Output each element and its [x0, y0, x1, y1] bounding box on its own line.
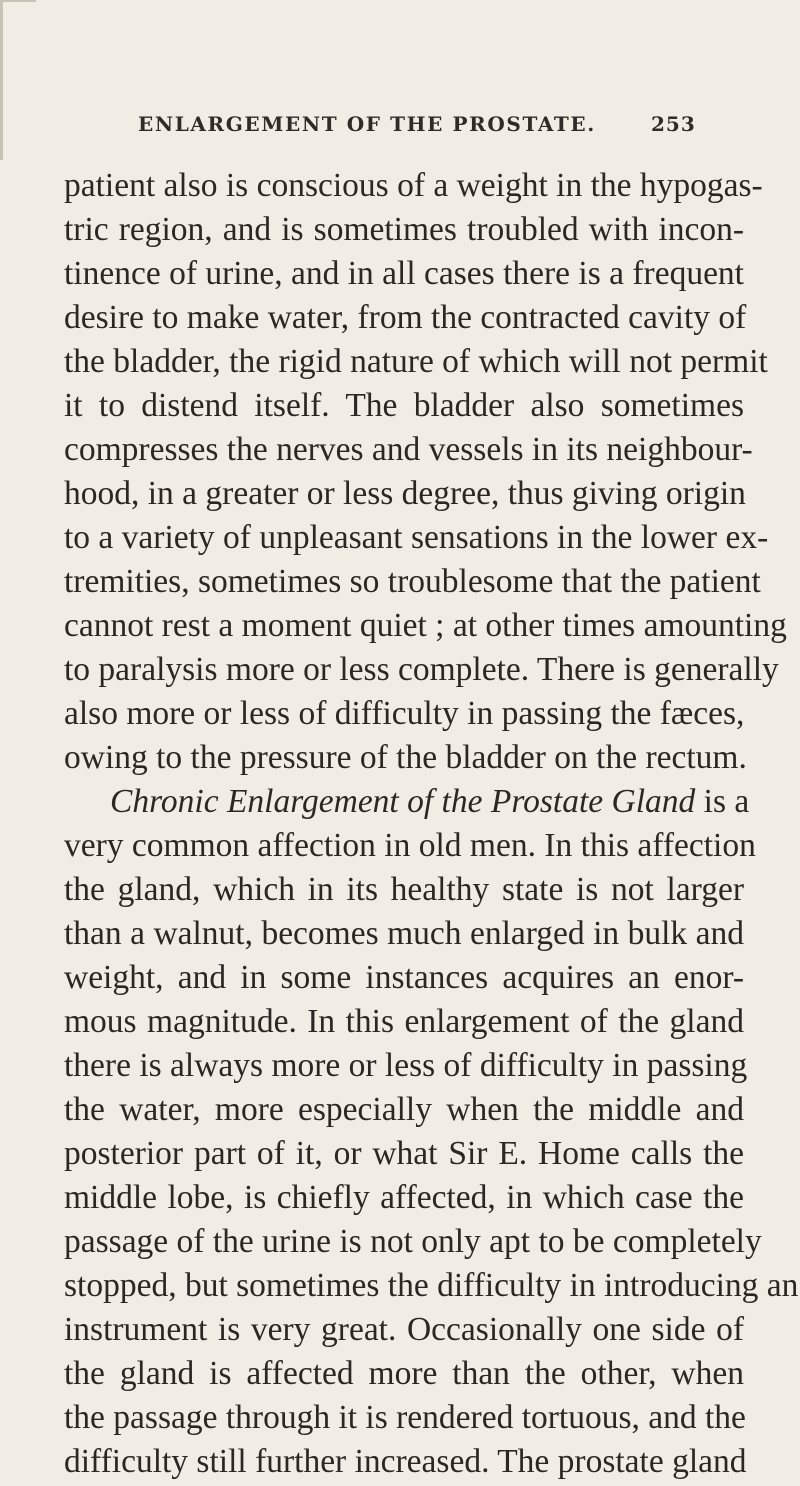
text-line: the bladder, the rigid nature of which will not permit — [64, 343, 768, 380]
text-line: tinence of urine, and in all cases there is a frequent — [64, 255, 744, 292]
text-line: the water, more especially when the middle and — [64, 1091, 744, 1128]
text-line: stopped, but sometimes the difficulty in introducing an — [64, 1267, 799, 1304]
text-line: very common affection in old men. In this affection — [64, 827, 756, 864]
text-line: middle lobe, is chiefly affected, in which case the — [64, 1179, 744, 1216]
section-heading: Chronic Enlargement of the Prostate Gland — [110, 783, 696, 820]
text-line: the gland is affected more than the other, when — [64, 1355, 744, 1392]
running-head — [138, 112, 738, 146]
text-line: to paralysis more or less complete. There is generally — [64, 651, 779, 688]
text-line: there is always more or less of difficulty in passing — [64, 1047, 748, 1084]
text-line: instrument is very great. Occasionally one side of — [64, 1311, 744, 1348]
text-line: tremities, sometimes so troublesome that the patient — [64, 563, 761, 600]
text-line: it to distend itself. The bladder also sometimes — [64, 387, 744, 424]
text-line: tric region, and is sometimes troubled with incon- — [64, 211, 744, 248]
text-line: hood, in a greater or less degree, thus giving origin — [64, 475, 746, 512]
text-line: than a walnut, becomes much enlarged in bulk and — [64, 915, 744, 952]
text-line: also more or less of difficulty in passing the fæces, — [64, 695, 745, 732]
text-line: difficulty still further increased. The prostate gland — [64, 1443, 747, 1480]
text-line: to a variety of unpleasant sensations in the lower ex- — [64, 519, 769, 556]
page-corner-shadow — [0, 0, 36, 2]
text-line: posterior part of it, or what Sir E. Home calls the — [64, 1135, 744, 1172]
text-line: owing to the pressure of the bladder on the rectum. — [64, 739, 747, 776]
text-line: the passage through it is rendered tortuous, and the — [64, 1399, 746, 1436]
text-line: compresses the nerves and vessels in its neighbour- — [64, 431, 753, 468]
text-line: mous magnitude. In this enlargement of the gland — [64, 1003, 744, 1040]
running-head-title: ENLARGEMENT OF THE PROSTATE. — [138, 112, 596, 136]
text-line: passage of the urine is not only apt to be completely — [64, 1223, 762, 1260]
text-line: desire to make water, from the contracted cavity of — [64, 299, 747, 336]
section-heading-line — [110, 782, 750, 826]
section-heading-continuation: is a — [695, 783, 750, 820]
text-line: patient also is conscious of a weight in the hypogas- — [64, 167, 763, 204]
page-edge-shadow — [0, 0, 3, 160]
text-line: the gland, which in its healthy state is not larger — [64, 871, 744, 908]
page-number: 253 — [651, 112, 696, 136]
text-line: cannot rest a moment quiet ; at other times amounting — [64, 607, 787, 644]
text-line: weight, and in some instances acquires an enor- — [64, 959, 744, 996]
